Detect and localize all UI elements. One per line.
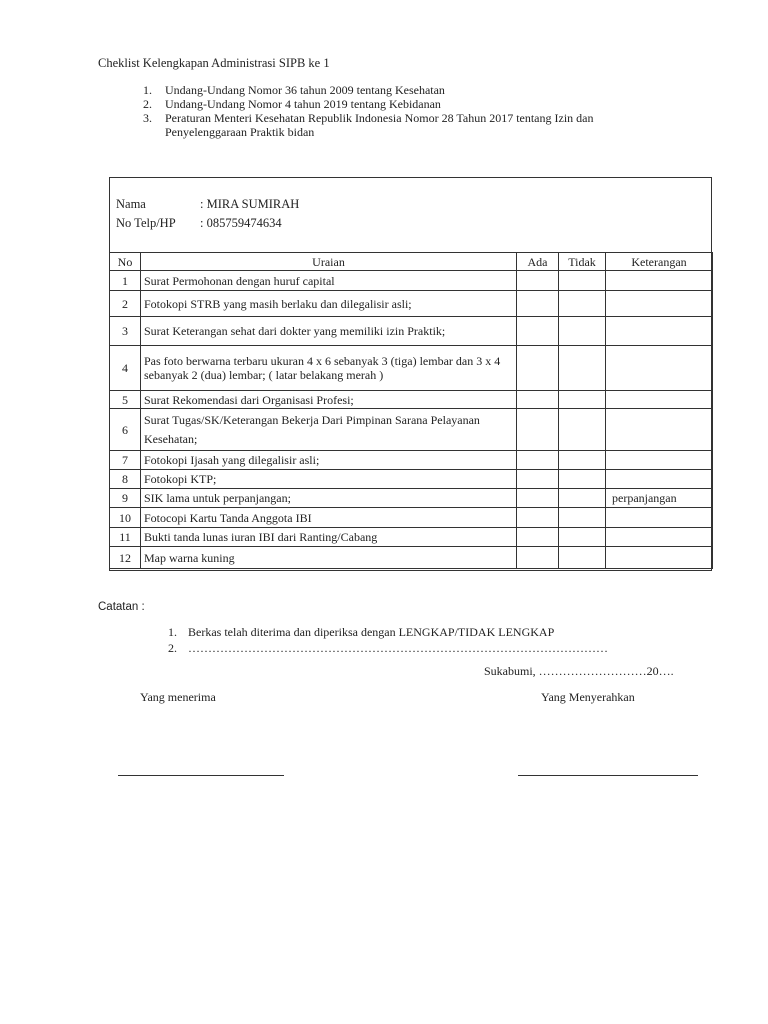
table-row [110,528,713,547]
tidak-cell[interactable] [559,547,606,569]
regulation-text: Peraturan Menteri Kesehatan Republik Indonesia Nomor 28 Tahun 2017 tentang Izin dan [165,111,594,125]
ada-cell[interactable] [517,271,559,291]
regulation-text: Undang-Undang Nomor 36 tahun 2009 tentang Kesehatan [165,83,445,97]
header-uraian: Uraian [141,253,517,271]
keterangan-cell[interactable] [606,547,713,569]
regulation-number: 3. [143,111,152,125]
keterangan-cell[interactable] [606,528,713,547]
regulation-number: 1. [143,83,152,97]
document-title: Cheklist Kelengkapan Administrasi SIPB ke 1 [98,56,330,70]
row-number: 8 [110,470,141,489]
ada-cell[interactable] [517,409,559,451]
table-row [110,451,713,470]
row-description: Fotokopi STRB yang masih berlaku dan dilegalisir asli; [141,291,517,317]
place-date: Sukabumi, ………………………20…. [484,664,674,678]
ada-cell[interactable] [517,346,559,391]
name-row [116,197,299,212]
header-keterangan: Keterangan [606,253,713,271]
table-header-row [110,253,713,271]
tidak-cell[interactable] [559,391,606,409]
row-description: Surat Permohonan dengan huruf capital [141,271,517,291]
header-ada: Ada [517,253,559,271]
tidak-cell[interactable] [559,271,606,291]
submitter-label: Yang Menyerahkan [541,690,635,704]
ada-cell[interactable] [517,291,559,317]
row-number: 5 [110,391,141,409]
tidak-cell[interactable] [559,291,606,317]
table-row [110,346,713,391]
notes-label: Catatan : [98,601,145,613]
phone-value: : 085759474634 [200,216,282,230]
keterangan-cell[interactable] [606,291,713,317]
tidak-cell[interactable] [559,528,606,547]
tidak-cell[interactable] [559,451,606,470]
table-row [110,409,713,451]
row-number: 12 [110,547,141,569]
table-row [110,489,713,508]
row-description: Fotocopi Kartu Tanda Anggota IBI [141,508,517,528]
ada-cell[interactable] [517,451,559,470]
table-row [110,547,713,569]
table-row [110,391,713,409]
row-number: 7 [110,451,141,470]
keterangan-cell[interactable] [606,409,713,451]
ada-cell[interactable] [517,508,559,528]
checklist-table [109,252,713,569]
row-number: 1 [110,271,141,291]
table-row [110,508,713,528]
note-dotted-line: …………………………………………………………………………………………… [188,641,608,655]
regulation-text-continued: Penyelenggaraan Praktik bidan [165,125,315,139]
row-number: 9 [110,489,141,508]
regulation-number: 2. [143,97,152,111]
submitter-signature-line [518,775,698,776]
tidak-cell[interactable] [559,317,606,346]
row-description: Fotokopi KTP; [141,470,517,489]
keterangan-cell[interactable] [606,346,713,391]
name-value: : MIRA SUMIRAH [200,197,300,211]
row-number: 2 [110,291,141,317]
tidak-cell[interactable] [559,470,606,489]
tidak-cell[interactable] [559,489,606,508]
row-number: 3 [110,317,141,346]
tidak-cell[interactable] [559,508,606,528]
header-no: No [110,253,141,271]
keterangan-cell[interactable] [606,470,713,489]
ada-cell[interactable] [517,547,559,569]
keterangan-cell[interactable] [606,508,713,528]
row-description: Bukti tanda lunas iuran IBI dari Ranting/Cabang [141,528,517,547]
note-number: 2. [168,641,177,655]
tidak-cell[interactable] [559,409,606,451]
name-label: Nama [116,197,146,211]
row-description: Fotokopi Ijasah yang dilegalisir asli; [141,451,517,470]
regulation-item [143,111,594,126]
ada-cell[interactable] [517,528,559,547]
regulation-item [143,97,441,112]
keterangan-cell[interactable] [606,271,713,291]
table-row [110,317,713,346]
ada-cell[interactable] [517,317,559,346]
header-tidak: Tidak [559,253,606,271]
ada-cell[interactable] [517,470,559,489]
row-description: Surat Keterangan sehat dari dokter yang memiliki izin Praktik; [141,317,517,346]
keterangan-cell[interactable] [606,317,713,346]
row-description: Surat Rekomendasi dari Organisasi Profesi; [141,391,517,409]
receiver-signature-line [118,775,284,776]
table-row [110,470,713,489]
row-description: Map warna kuning [141,547,517,569]
ada-cell[interactable] [517,489,559,508]
row-description: SIK lama untuk perpanjangan; [141,489,517,508]
row-description: Surat Tugas/SK/Keterangan Bekerja Dari Pimpinan Sarana Pelayanan Kesehatan; [141,409,517,451]
row-number: 11 [110,528,141,547]
regulation-item [143,125,314,140]
note-text: Berkas telah diterima dan diperiksa dengan LENGKAP/TIDAK LENGKAP [188,625,555,639]
table-row [110,291,713,317]
regulation-item [143,83,445,98]
note-item [168,625,554,640]
keterangan-cell[interactable] [606,451,713,470]
phone-row [116,216,282,231]
row-description: Pas foto berwarna terbaru ukuran 4 x 6 sebanyak 3 (tiga) lembar dan 3 x 4 sebanyak 2 (dua) lembar; ( latar belakang merah ) [141,346,517,391]
note-number: 1. [168,625,177,639]
keterangan-cell[interactable] [606,391,713,409]
receiver-label: Yang menerima [140,690,216,704]
table-row [110,271,713,291]
checklist-box [109,177,712,571]
row-number: 6 [110,409,141,451]
ada-cell[interactable] [517,391,559,409]
row-number: 4 [110,346,141,391]
phone-label: No Telp/HP [116,216,176,230]
keterangan-cell[interactable]: perpanjangan [606,489,713,508]
note-item [168,641,608,656]
row-number: 10 [110,508,141,528]
regulation-text: Undang-Undang Nomor 4 tahun 2019 tentang Kebidanan [165,97,441,111]
tidak-cell[interactable] [559,346,606,391]
